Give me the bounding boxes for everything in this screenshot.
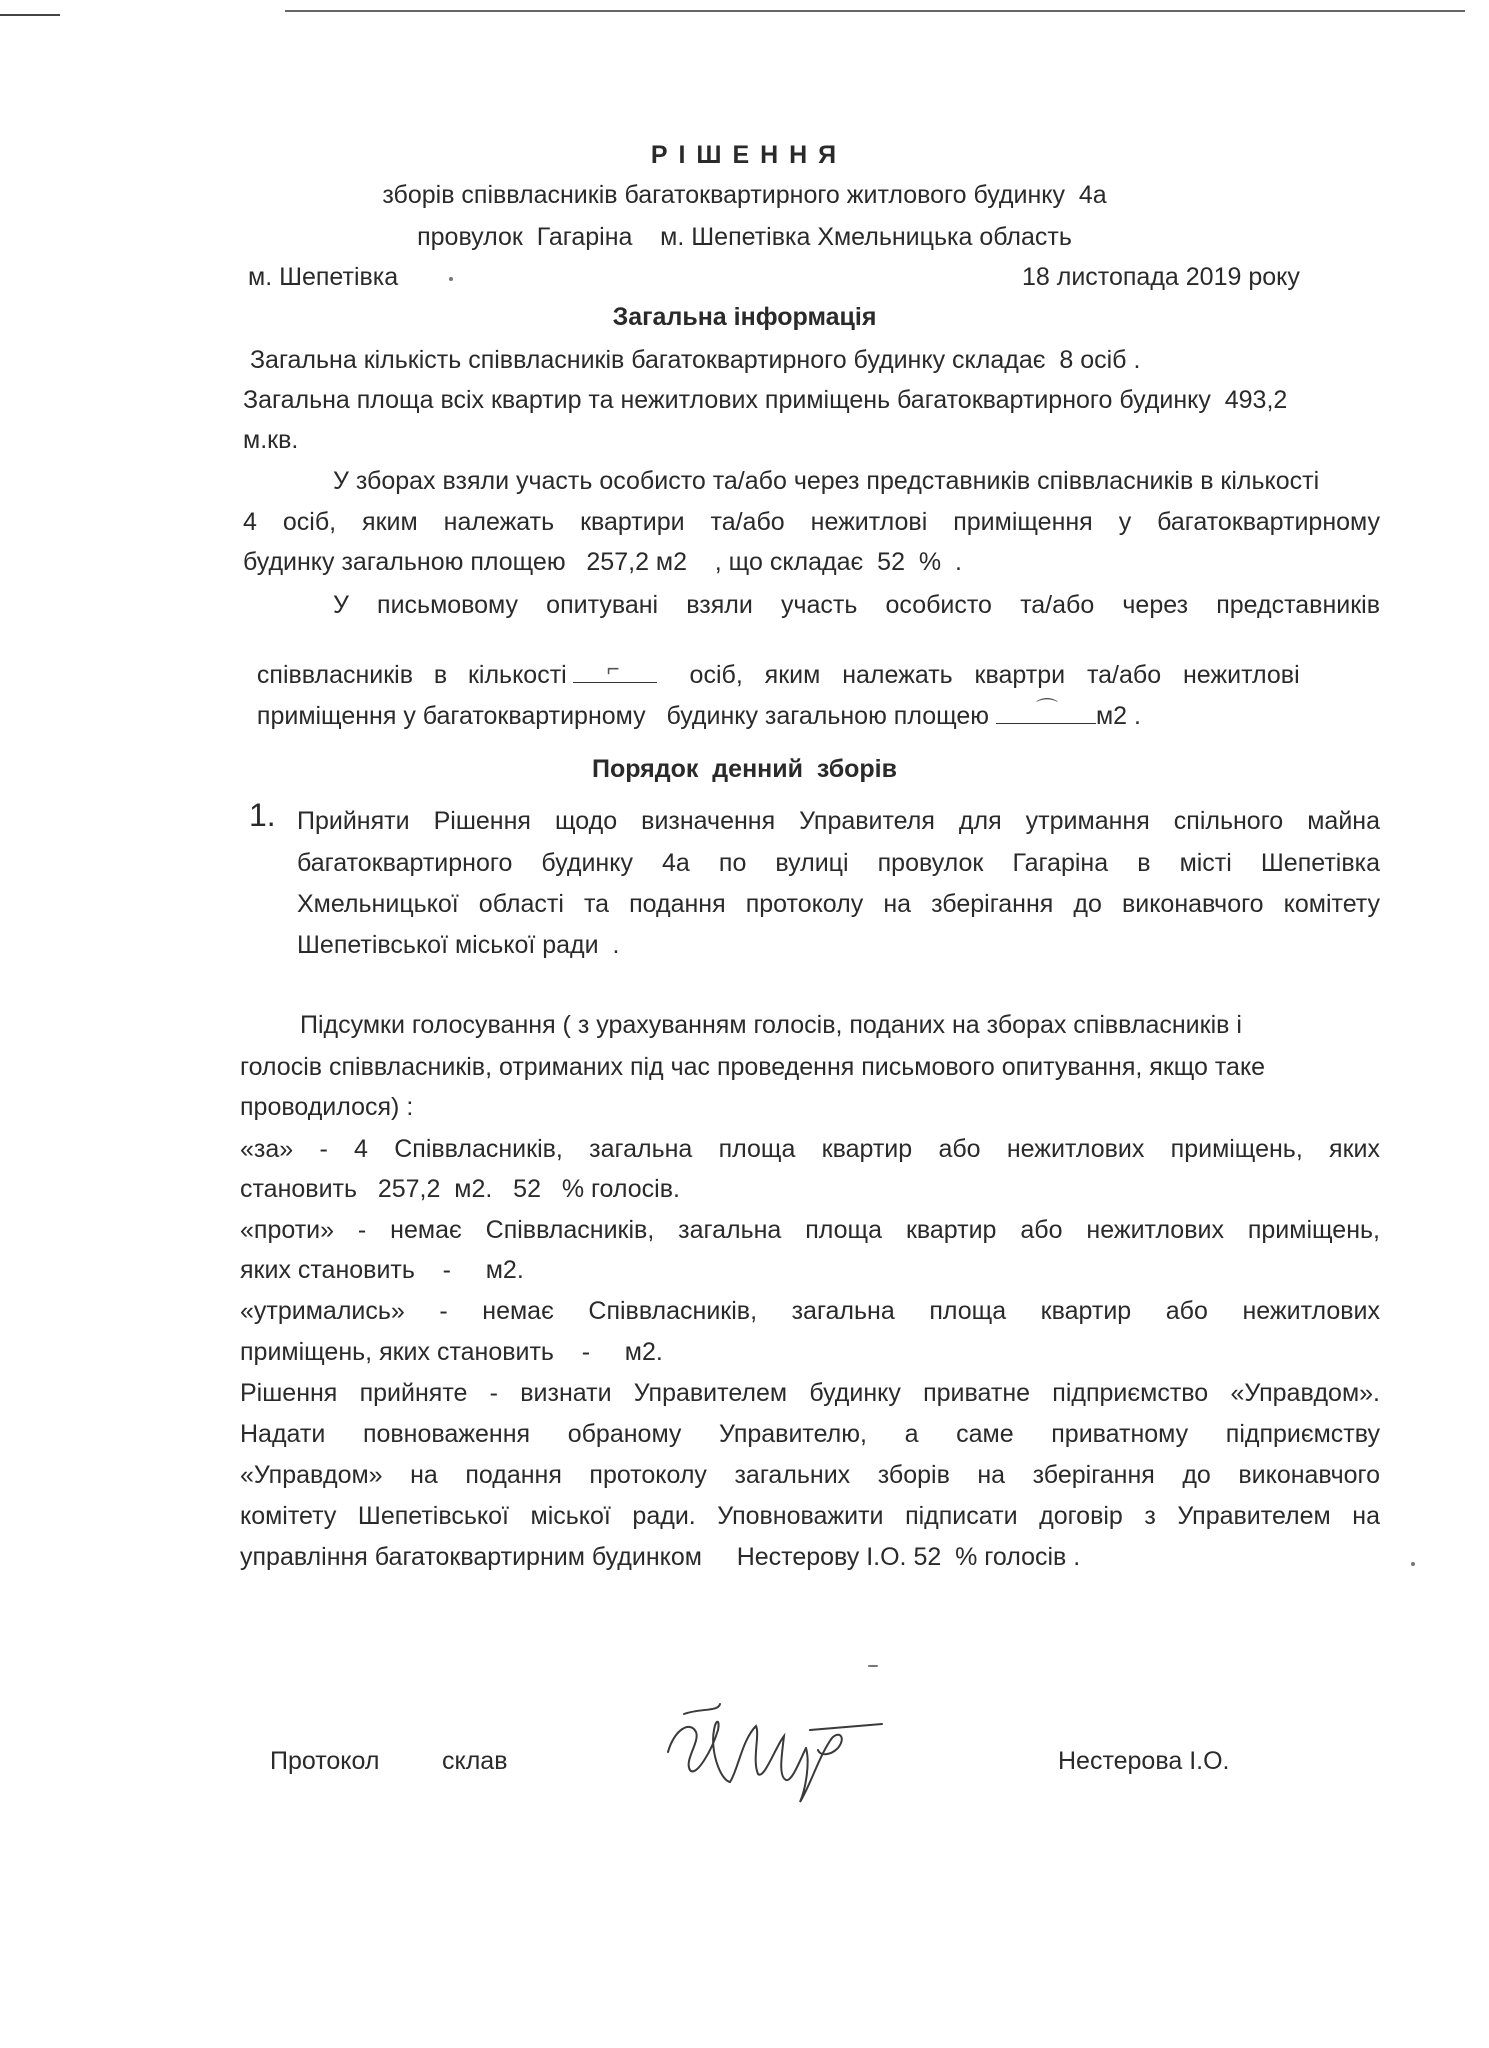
co-owners-count-line: Загальна кількість співвласників багатоквартирного будинку складає 8 осіб . (243, 346, 1141, 374)
scan-edge-line-right (285, 10, 1465, 12)
scan-speck (449, 277, 453, 281)
written-survey-line3-end: м2 . (1095, 702, 1141, 730)
decision-line1: Рішення прийняте - визнати Управителем будинку приватне підприємство «Управдом». (240, 1379, 1380, 1407)
handwritten-signature (660, 1690, 890, 1810)
compiled-label: склав (442, 1747, 508, 1775)
written-survey-line2-end: осіб, яким належать квартри та/або нежитлові (656, 661, 1300, 689)
written-survey-line1: У письмовому опитувані взяли участь особисто та/або через представників (333, 591, 1380, 619)
decision-line5: управління багатоквартирним будинком Нестерову І.О. 52 % голосів . (240, 1543, 1081, 1571)
scan-edge-line-left (0, 14, 60, 16)
decision-line2: Надати повноваження обраному Управителю, а саме приватному підприємству (240, 1420, 1380, 1448)
general-info-heading: Загальна інформація (612, 303, 877, 331)
scan-speck (868, 1665, 878, 1667)
date: 18 листопада 2019 року (1022, 263, 1300, 291)
agenda-item-number: 1. (249, 797, 276, 833)
agenda-heading: Порядок денний зборів (591, 755, 898, 783)
document-title: Р І Ш Е Н Н Я (650, 141, 839, 169)
document-subtitle-line2: провулок Гагаріна м. Шепетівка Хмельницька область (417, 223, 1072, 251)
agenda-item-line3: Хмельницької області та подання протоколу на зберігання до виконавчого комітету (297, 890, 1380, 918)
written-survey-line3-start: приміщення у багатоквартирному будинку загальною площею (256, 702, 996, 730)
decision-line3: «Управдом» на подання протоколу загальних зборів на зберігання до виконавчого (240, 1461, 1380, 1489)
written-survey-line3 (243, 671, 1141, 731)
results-intro-line2: голосів співвласників, отриманих під час проведення письмового опитування, якщо таке (240, 1053, 1266, 1081)
scan-speck (1411, 1562, 1415, 1566)
written-survey-line2-start: співвласників в кількості (256, 661, 567, 689)
city: м. Шепетівка (248, 263, 399, 291)
agenda-item-line2: багатоквартирного будинку 4а по вулиці провулок Гагаріна в місті Шепетівка (297, 849, 1380, 877)
results-intro-line3: проводилося) : (240, 1093, 414, 1121)
dash-mark: ⌐ (606, 656, 620, 681)
vote-abstain-line1: «утримались» - немає Співвласників, загальна площа квартир або нежитлових (240, 1297, 1380, 1325)
decision-line4: комітету Шепетівської міської ради. Уповноважити підписати договір з Управителем на (240, 1502, 1380, 1530)
participation-line1: У зборах взяли участь особисто та/або через представників співвласників в кількості (333, 467, 1320, 495)
dash-mark: ⌒ (1035, 697, 1058, 722)
participation-line2: 4 осіб, яким належать квартири та/або нежитлові приміщення у багатоквартирному (243, 508, 1380, 536)
participation-line3: будинку загальною площею 257,2 м2 , що складає 52 % . (243, 548, 962, 576)
vote-against-line1: «проти» - немає Співвласників, загальна площа квартир або нежитлових приміщень, (240, 1216, 1380, 1244)
signatory-name: Нестерова І.О. (1058, 1747, 1230, 1775)
vote-for-line2: становить 257,2 м2. 52 % голосів. (240, 1175, 680, 1203)
area-blank (996, 697, 1096, 724)
total-area-unit-line: м.кв. (243, 426, 299, 454)
agenda-item-line1: Прийняти Рішення щодо визначення Управителя для утримання спільного майна (297, 807, 1380, 835)
results-intro-line1: Підсумки голосування ( з урахуванням голосів, поданих на зборах співвласників і (300, 1011, 1242, 1039)
vote-for-line1: «за» - 4 Співвласників, загальна площа квартир або нежитлових приміщень, яких (240, 1135, 1380, 1163)
vote-abstain-line2: приміщень, яких становить - м2. (240, 1338, 663, 1366)
total-area-line: Загальна площа всіх квартир та нежитлових приміщень багатоквартирного будинку 493,2 (243, 386, 1288, 414)
document-subtitle-line1: зборів співвласників багатоквартирного житлового будинку 4а (382, 181, 1107, 209)
agenda-item-line4: Шепетівської міської ради . (297, 931, 620, 959)
vote-against-line2: яких становить - м2. (240, 1256, 524, 1284)
protocol-label: Протокол (270, 1747, 380, 1775)
